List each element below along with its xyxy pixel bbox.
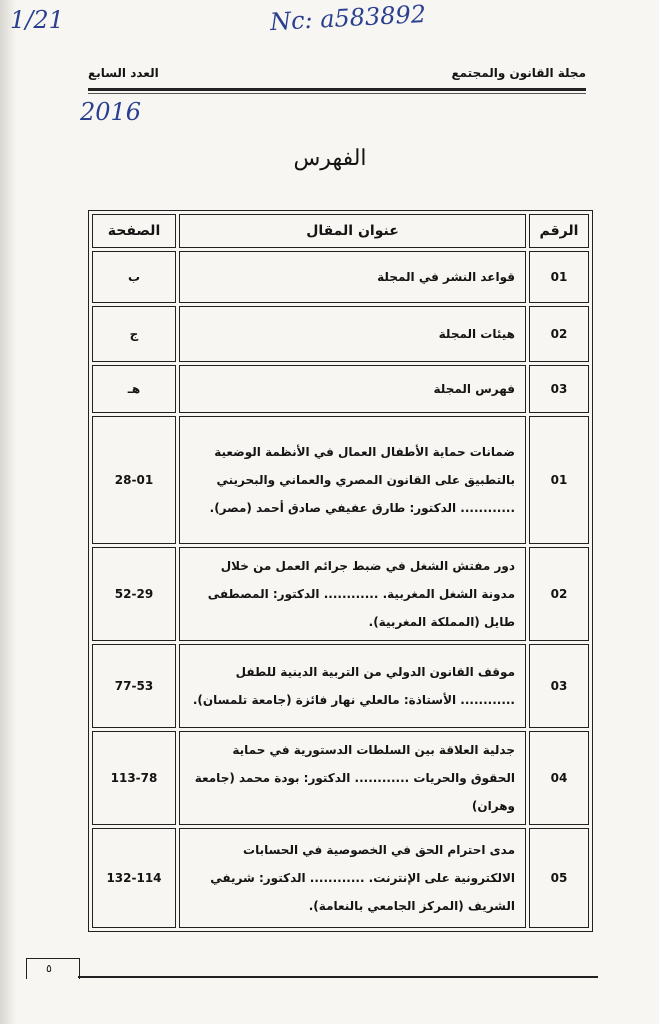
row-title: دور مفتش الشغل في ضبط جرائم العمل من خلال مدونة الشغل المغربية. ............ الدكتور: المصطفى طايل (المملكة المغربية). (179, 547, 526, 641)
table-row (92, 306, 589, 362)
row-title: هيئات المجلة (179, 306, 526, 362)
row-page: 113-78 (92, 731, 176, 825)
row-title: مدى احترام الحق في الخصوصية في الحسابات الالكترونية على الإنترنت. ............ الدكتور: شريفي الشريف (المركز الجامعي بالنعامة). (179, 828, 526, 928)
row-page: 132-114 (92, 828, 176, 928)
col-header-page: الصفحة (92, 214, 176, 248)
row-number: 05 (529, 828, 589, 928)
table-row (92, 828, 589, 928)
row-number: 04 (529, 731, 589, 825)
table-row (92, 251, 589, 303)
handwritten-ref-number: 1/21 (10, 6, 64, 34)
row-number: 01 (529, 251, 589, 303)
row-page: 28-01 (92, 416, 176, 544)
row-number: 02 (529, 306, 589, 362)
issue-label: العدد السابع (88, 66, 159, 80)
row-page: ج (92, 306, 176, 362)
toc-header-row (92, 214, 589, 248)
handwritten-ref-code: Nc: a583892 (269, 0, 427, 37)
toc-title: الفهرس (293, 146, 367, 171)
table-row (92, 547, 589, 641)
col-header-title: عنوان المقال (179, 214, 526, 248)
row-title: فهرس المجلة (179, 365, 526, 413)
row-page: هـ (92, 365, 176, 413)
page-edge (0, 0, 16, 1024)
col-header-number: الرقم (529, 214, 589, 248)
row-page: 52-29 (92, 547, 176, 641)
page-header (88, 60, 586, 86)
journal-name: مجلة القانون والمجتمع (451, 66, 586, 80)
table-row (92, 731, 589, 825)
row-title: جدلية العلاقة بين السلطات الدستورية في حماية الحقوق والحريات ............ الدكتور: بودة محمد (جامعة وهران) (179, 731, 526, 825)
row-title: موقف القانون الدولي من التربية الدينية للطفل ............ الأستاذة: مالعلي نهار فائزة (جامعة تلمسان). (179, 644, 526, 728)
row-page: ب (92, 251, 176, 303)
footer-page-number: ٥ (46, 962, 52, 975)
footer-rule (78, 976, 598, 978)
header-rule (88, 88, 586, 91)
row-page: 77-53 (92, 644, 176, 728)
row-title: قواعد النشر في المجلة (179, 251, 526, 303)
toc-table (88, 210, 593, 932)
table-row (92, 416, 589, 544)
row-title: ضمانات حماية الأطفال العمال في الأنظمة الوضعية بالتطبيق على القانون المصري والعماني والبحريني ............ الدكتور: طارق عفيفي صادق أحمد (مصر). (179, 416, 526, 544)
handwritten-year: 2016 (80, 98, 142, 126)
row-number: 02 (529, 547, 589, 641)
footer-page-box (26, 958, 80, 979)
row-number: 01 (529, 416, 589, 544)
table-row (92, 365, 589, 413)
row-number: 03 (529, 365, 589, 413)
row-number: 03 (529, 644, 589, 728)
header-rule-thin (88, 93, 586, 94)
table-row (92, 644, 589, 728)
